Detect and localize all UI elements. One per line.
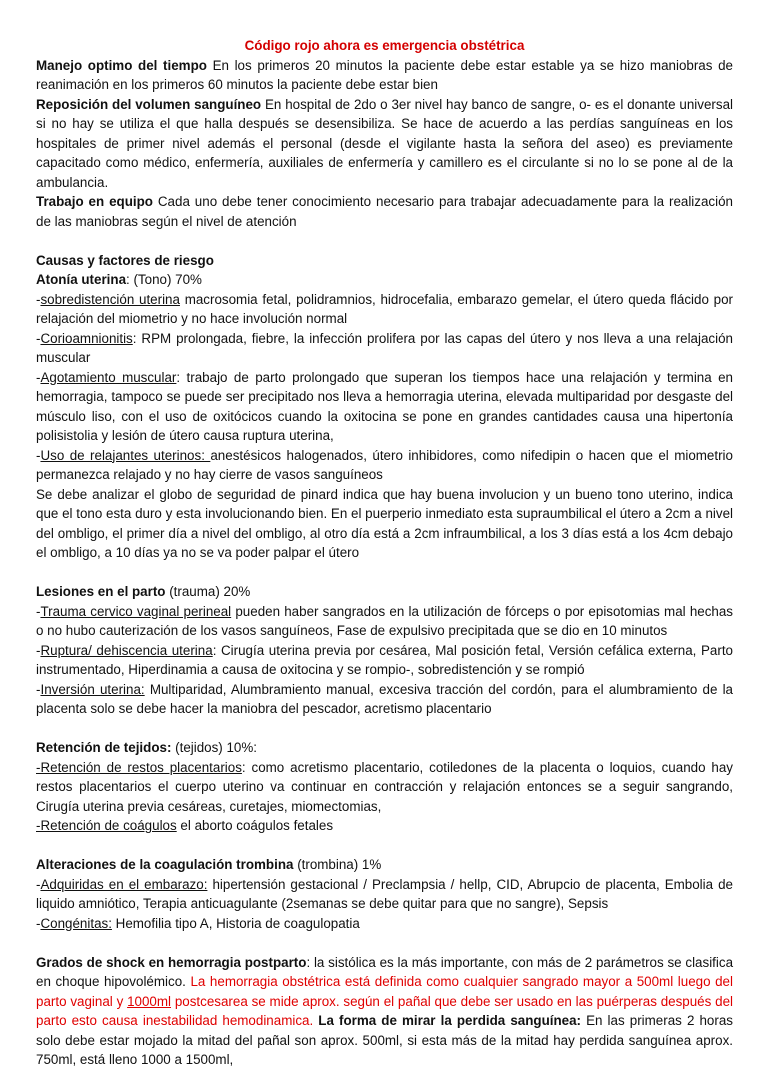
highlight-red: La hemorragia obstétrica está definida como cualquier sangrado mayor a 500ml luego del parto vaginal y	[36, 974, 733, 1009]
subheading-atonia: Atonía uterina: (Tono) 70%	[36, 272, 202, 287]
list-item: -Uso de relajantes uterinos: anestésicos halogenados, útero inhibidores, como nifedipin o hacen que el miometrio permanezca relajado y no hay cierre de vasos sanguíneos	[36, 447, 733, 482]
list-item: -Agotamiento muscular: trabajo de parto prolongado que superan los tiempos hace una relajación y termina en hemorragia, tampoco se puede ser precipitado nos lleva a hemorragia uterina, elevada multiparidad por desgaste del músculo liso, con el uso de oxitócicos cuando la oxitocina se pone en grandes cantidades causa una hipertonía polisistolia y lesión de útero causa ruptura uterina,	[36, 369, 733, 443]
document-page	[36, 36, 733, 1070]
list-item: -Trauma cervico vaginal perineal pueden haber sangrados en la utilización de fórceps o por episotomias mal hechas o no hubo cauterización de los vasos sanguíneos, Fase de expulsivo precipitada que se dio en 10 minutos	[36, 603, 734, 638]
subheading-lesiones: Lesiones en el parto (trauma) 20%	[36, 584, 251, 599]
term-trabajo: Trabajo en equipo	[36, 194, 153, 209]
subheading-coagulacion: Alteraciones de la coagulación trombina (trombina) 1%	[36, 857, 382, 872]
section-heading-causas: Causas y factores de riesgo	[36, 252, 214, 268]
highlight-red: postcesarea se mide aprox. según el pañal que debe ser usado en las puérperas después del parto esto causa inestabilidad hemodinamica.	[36, 993, 733, 1028]
term-forma: La forma de mirar la perdida sanguínea:	[313, 1013, 581, 1028]
list-item: -Adquiridas en el embarazo: hipertensión gestacional / Preclampsia / hellp, CID, Abrupcio de placenta, Embolia de liquido amniótico, Terapia anticuagulante (2semanas se debe quitar para que no sangre), Sepsis	[36, 876, 733, 911]
list-item: -Retención de coágulos el aborto coágulos fetales	[36, 818, 334, 833]
spacer	[36, 231, 733, 251]
paragraph-shock: Grados de shock en hemorragia postparto: la sistólica es la más importante, con más de 2 parámetros se clasifica en choque hipovolémico. La hemorragia obstétrica está definida como cualquier sangrado mayor a 500ml luego del parto vaginal y 1000ml postcesarea se mide aprox. según el pañal que debe ser usado en las puérperas después del parto esto causa inestabilidad hemodinamica. La forma de mirar la perdida sanguínea: En las primeras 2 horas solo debe estar mojado la mitad del pañal son aprox. 500ml, si esta más de la mitad hay perdida sanguínea aprox. 750ml, está lleno 1000 a 1500ml,	[36, 954, 734, 1067]
list-item: -Congénitas: Hemofilia tipo A, Historia de coagulopatia	[36, 915, 360, 931]
list-item: -Retención de restos placentarios: como acretismo placentario, cotiledones de la placenta o loquios, cuando hay restos placentarios el cuerpo uterino va continuar en contracción y relajación entonces se a seguir sangrando, Cirugía uterina previa cesáreas, curetajes, miomectomias,	[36, 759, 733, 814]
term-reposicion: Reposición del volumen sanguíneo	[36, 96, 262, 112]
spacer	[36, 836, 733, 856]
list-item: -Corioamnionitis: RPM prolongada, fiebre, la infección prolifera por las capas del útero y nos lleva a una relajación muscular	[36, 330, 733, 365]
document-title: Código rojo ahora es emergencia obstétrica	[244, 38, 525, 53]
paragraph-reposicion: Reposición del volumen sanguíneo En hospital de 2do o 3er nivel hay banco de sangre, o- es el donante universal si no hay se utiliza el que halla después se desensibiliza. Se hace de acuerdo a las perdías sanguíneas en los hospitales de primer nivel además el personal (desde el vigilante hasta la señora del aseo) es previamente capacitado como médico, enfermería, auxiliales de enfermería y camillero es el circulante si no lo se pone al de la ambulancia.	[36, 96, 733, 190]
spacer	[36, 933, 733, 953]
spacer	[36, 563, 733, 583]
spacer	[36, 719, 733, 739]
term-manejo: Manejo optimo del tiempo	[36, 57, 207, 73]
term-shock: Grados de shock en hemorragia postparto	[36, 954, 307, 970]
paragraph-pinard: Se debe analizar el globo de seguridad de pinard indica que hay buena involucion y un bueno tono uterino, indica que el tono esta duro y esta involucionando bien. En el puerperio inmediato esta supraumbilical el útero a 2cm a nivel del ombligo, el primer día a nivel del ombligo, al otro día está a 2cm infraumbilical, a los 3 días está a los 4cm debajo el ombligo, a 10 días ya no se va poder palpar el útero	[36, 486, 733, 560]
paragraph-trabajo: Trabajo en equipo Cada uno debe tener conocimiento necesario para trabajar adecuadamente para la realización de las maniobras según el nivel de atención	[36, 194, 733, 229]
paragraph-manejo: Manejo optimo del tiempo En los primeros 20 minutos la paciente debe estar estable ya se hizo maniobras de reanimación en los primeros 60 minutos la paciente debe estar bien	[36, 57, 733, 92]
highlight-red-underlined: 1000ml	[127, 993, 172, 1009]
list-item: -Inversión uterina: Multiparidad, Alumbramiento manual, excesiva tracción del cordón, para el alumbramiento de la placenta solo se debe hacer la maniobra del pescador, acretismo placentario	[36, 681, 734, 716]
subheading-retencion: Retención de tejidos: (tejidos) 10%:	[36, 740, 258, 755]
list-item: -sobredistención uterina macrosomia fetal, polidramnios, hidrocefalia, embarazo gemelar, el útero queda flácido por relajación del miometrio y no hace involución normal	[36, 291, 733, 326]
list-item: -Ruptura/ dehiscencia uterina: Cirugía uterina previa por cesárea, Mal posición fetal, Versión cefálica externa, Parto instrumentado, Hiperdinamia a causa de oxitocina y se rompio-, sobredistención y se rompió	[36, 642, 733, 677]
